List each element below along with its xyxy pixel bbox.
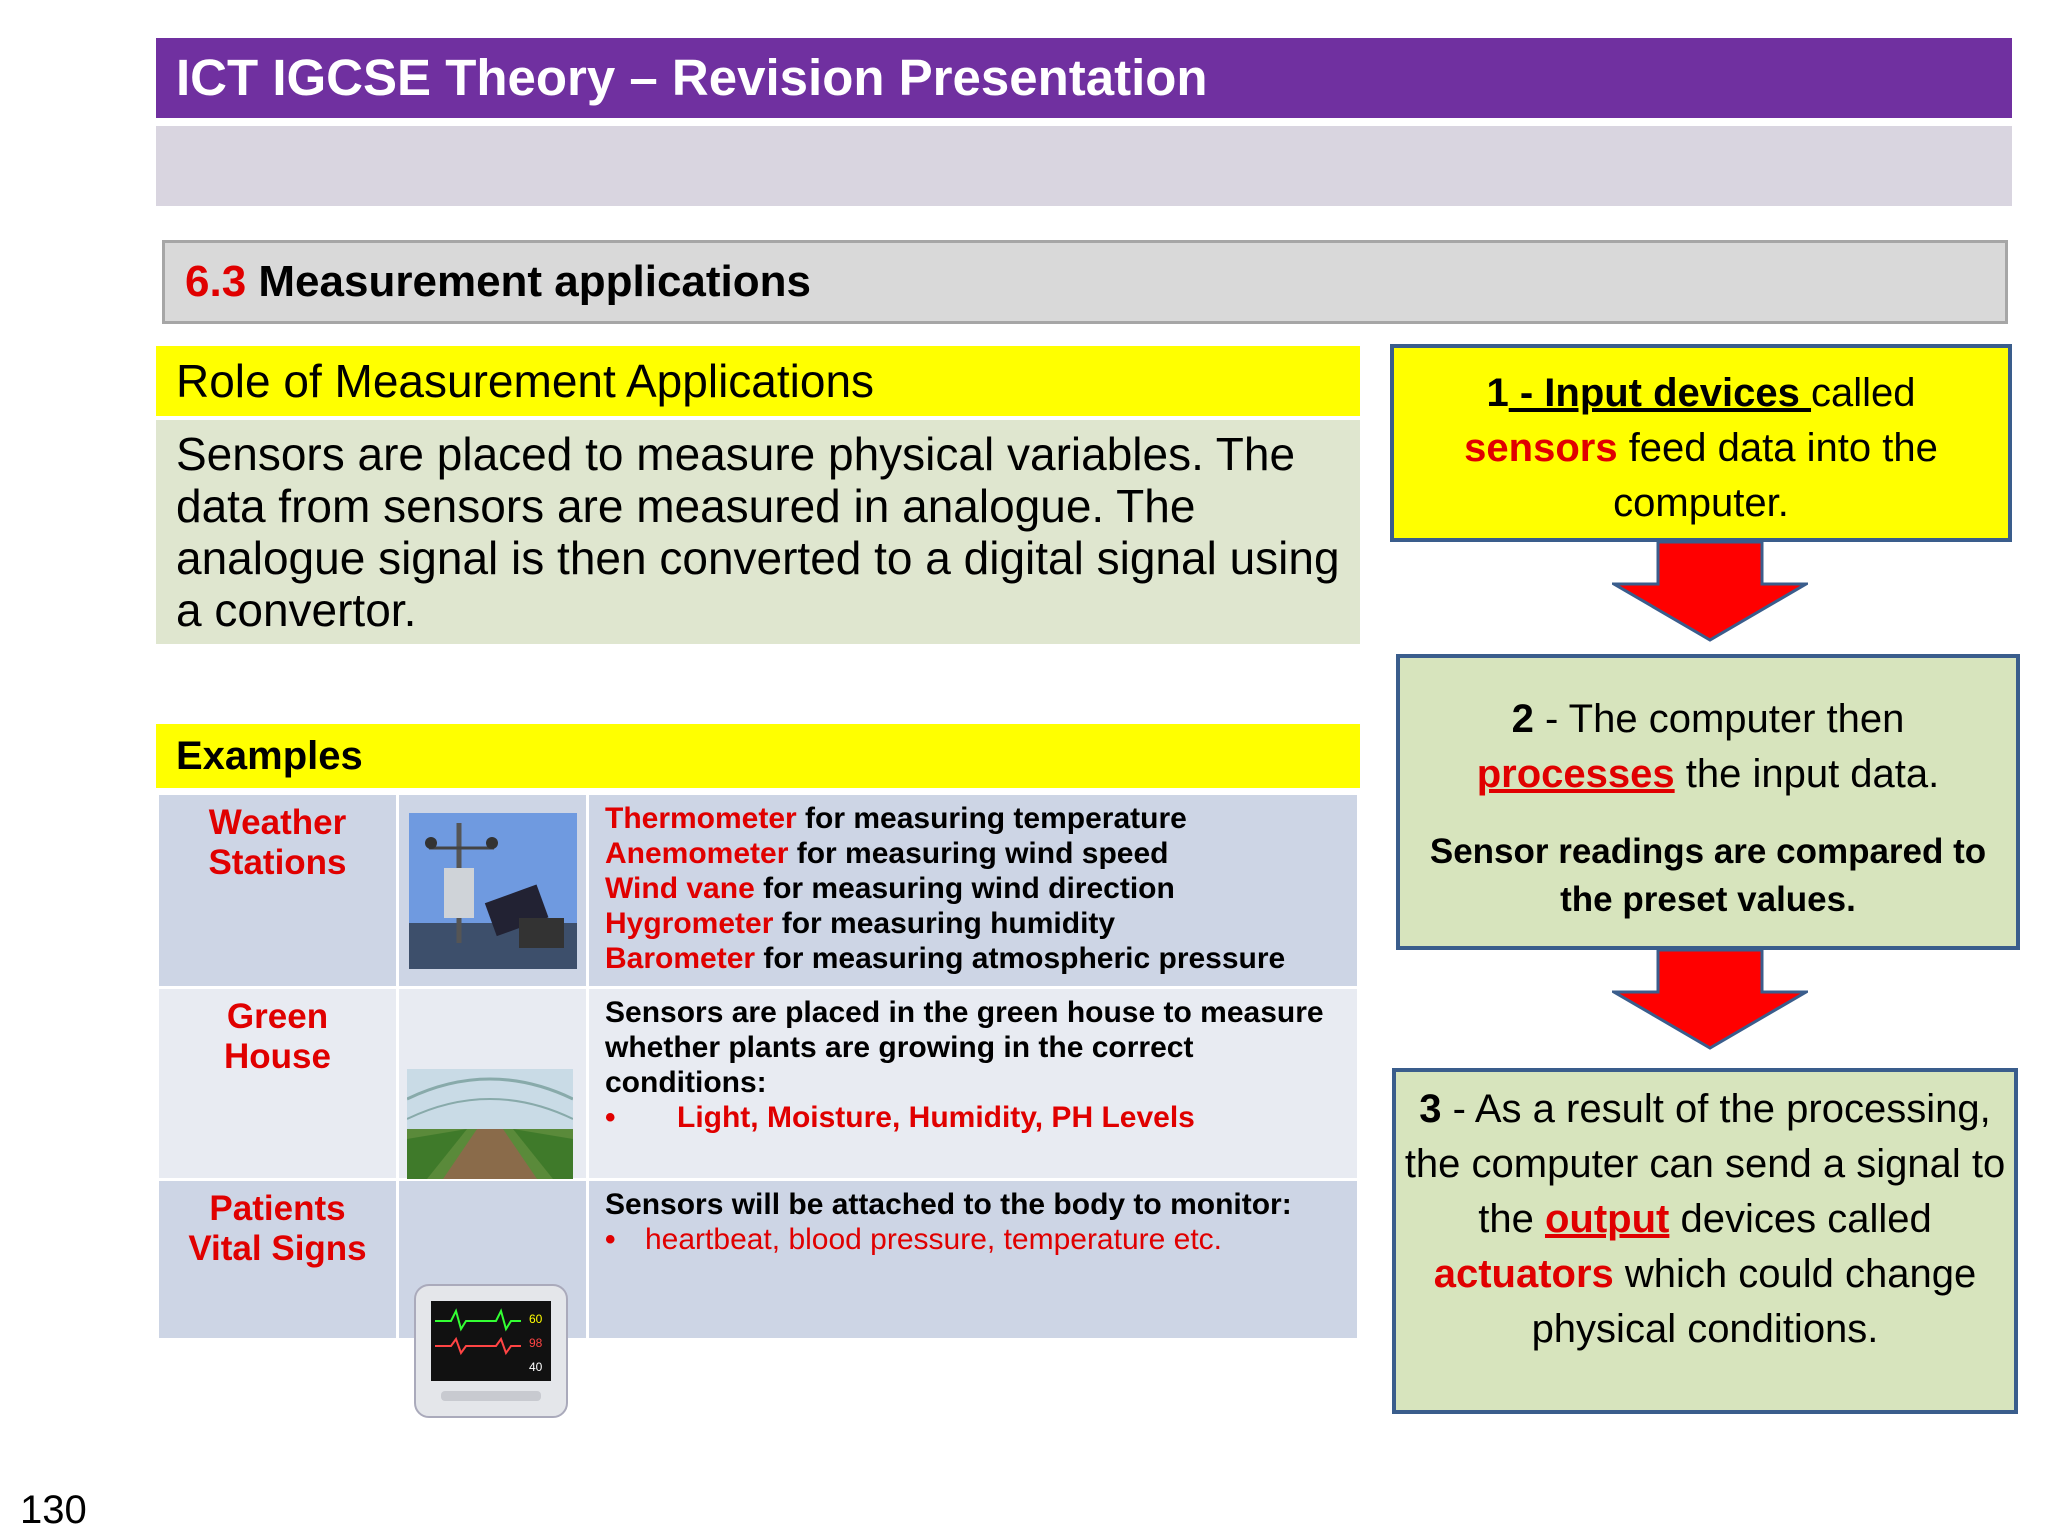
weather-station-photo xyxy=(409,813,577,969)
down-arrow-icon xyxy=(1612,542,1808,642)
example-details: Sensors will be attached to the body to monitor: • heartbeat, blood pressure, temperature etc. xyxy=(588,1180,1359,1340)
subtitle-bar xyxy=(156,126,2012,206)
section-number: 6.3 xyxy=(185,257,247,306)
example-name: Green House xyxy=(158,988,398,1180)
flow-step-3: 3 - As a result of the processing, the computer can send a signal to the output devices called actuators which could change physical conditions. xyxy=(1392,1068,2018,1414)
bullet-icon: • xyxy=(605,1223,616,1256)
svg-text:98: 98 xyxy=(529,1336,543,1350)
flow-step-1: 1 - Input devices called sensors feed data into the computer. xyxy=(1390,344,2012,542)
example-name: Patients Vital Signs xyxy=(158,1180,398,1340)
role-heading: Role of Measurement Applications xyxy=(156,346,1360,416)
section-heading xyxy=(162,240,2008,324)
table-row xyxy=(158,794,1359,988)
table-row xyxy=(158,1180,1359,1340)
section-title: Measurement applications xyxy=(258,257,812,306)
patient-monitor-photo xyxy=(411,1281,571,1421)
down-arrow-icon xyxy=(1612,950,1808,1050)
role-body-text: Sensors are placed to measure physical variables. The data from sensors are measured in analogue. The analogue signal is then converted to a digital signal using a convertor. xyxy=(156,420,1360,644)
greenhouse-photo xyxy=(407,1069,573,1179)
presentation-title: ICT IGCSE Theory – Revision Presentation xyxy=(156,38,2012,118)
flow-step-2-note: Sensor readings are compared to the preset values. xyxy=(1429,832,1987,919)
example-name: Weather Stations xyxy=(158,794,398,988)
example-details: Sensors are placed in the green house to measure whether plants are growing in the correct conditions: • Light, Moisture, Humidity, PH Levels xyxy=(588,988,1359,1180)
flow-step-2: 2 - The computer then processes the input data. Sensor readings are compared to the preset values. xyxy=(1396,654,2020,950)
svg-text:40: 40 xyxy=(529,1360,543,1374)
table-row xyxy=(158,988,1359,1180)
svg-text:60: 60 xyxy=(529,1312,543,1326)
bullet-icon: • xyxy=(605,1101,616,1134)
page-number: 130 xyxy=(20,1488,87,1532)
examples-heading: Examples xyxy=(156,724,1360,788)
examples-table xyxy=(156,792,1360,1374)
example-details: Thermometer for measuring temperature Anemometer for measuring wind speed Wind vane for measuring wind direction Hygrometer for measuring humidity Barometer for measuring atmospheric pressure xyxy=(588,794,1359,988)
